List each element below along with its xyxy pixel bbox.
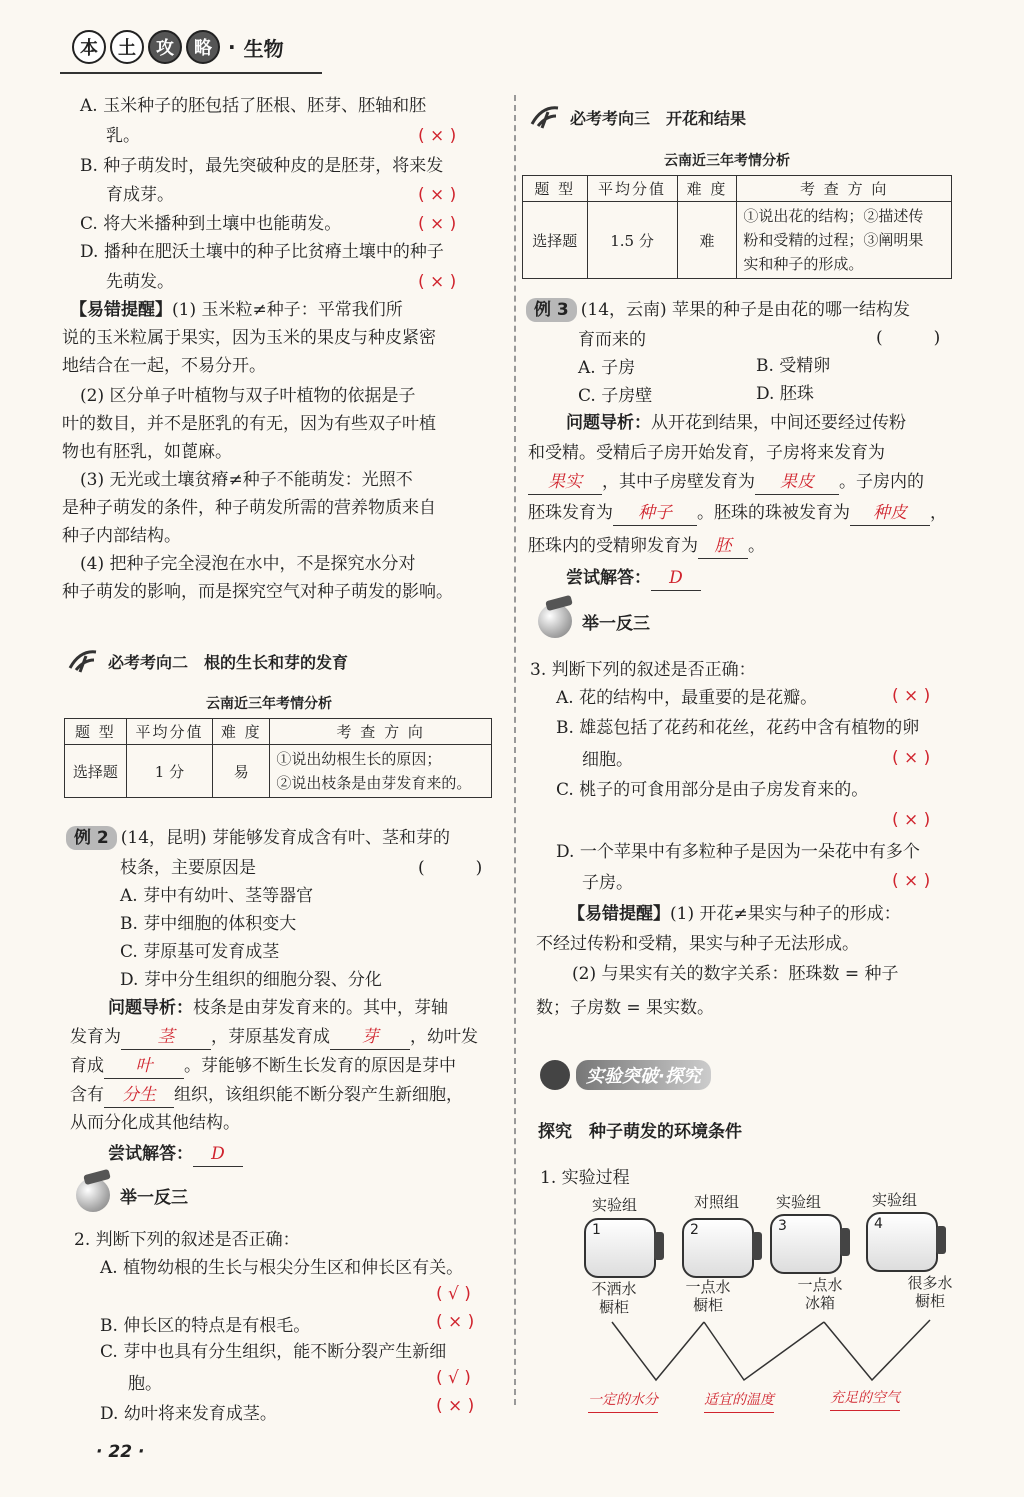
q3-b-line1: B. 雄蕊包括了花药和花丝，花药中含有植物的卵	[556, 718, 920, 738]
left-practice-title: 举一反三	[120, 1187, 188, 1208]
result-2: 适宜的温度	[704, 1388, 774, 1413]
left-practice-heading	[76, 1178, 188, 1212]
q2-d: D. 幼叶将来发育成茎。	[100, 1404, 277, 1424]
ex2-blank-3: 叶	[104, 1054, 184, 1079]
q2-c-mark: ( √ )	[436, 1368, 471, 1388]
ex2-guide-line1	[108, 996, 448, 1020]
ex3-answer-label: 尝试解答：	[566, 568, 651, 588]
q3-c-mark: ( × )	[892, 810, 931, 830]
ex2-guide-line3	[70, 1054, 456, 1079]
ex3-g4b: 。胚珠的珠被发育为	[697, 503, 850, 523]
ex2-guide-line5: 从而分化成其他结构。	[70, 1113, 240, 1133]
s3-th-dir: 考 查 方 向	[737, 176, 952, 202]
ball-icon	[76, 1178, 110, 1212]
tip-left-line8: 是种子萌发的条件，种子萌发所需的营养物质来自	[62, 498, 436, 518]
jar-2	[682, 1218, 754, 1278]
q1-d-mark: ( × )	[418, 272, 457, 292]
s2-th-score: 平均分值	[126, 719, 212, 745]
header-rule	[60, 72, 322, 74]
s3-th-diff: 难 度	[677, 176, 737, 202]
s3-th-score: 平均分值	[587, 176, 677, 202]
tip-left-l1: (1) 玉米粒≠种子：平常我们所	[172, 300, 403, 320]
ex3-g4c: ，	[930, 503, 947, 523]
ex2-g3a: 育成	[70, 1056, 104, 1076]
cond-3	[790, 1276, 850, 1312]
section2-heading	[66, 648, 348, 674]
logo-char-1: 本	[72, 30, 106, 64]
ex2-badge: 例 2	[66, 826, 117, 850]
s3-dir-2: 粉和受精的过程；③阐明果	[743, 231, 924, 249]
tip-left-line2: 说的玉米粒属于果实，因为玉米的果皮与种皮紧密	[62, 328, 436, 348]
right-practice-heading	[538, 604, 650, 638]
ex3-paren: ( )	[876, 328, 941, 348]
ex2-answer	[108, 1142, 243, 1167]
tip-left-line7: (3) 无光或土壤贫瘠≠种子不能萌发：光照不	[80, 470, 413, 490]
ex2-g4a: 含有	[70, 1085, 104, 1105]
page-number: · 22 ·	[96, 1442, 145, 1462]
tip-right-l1: (1) 开花≠果实与种子的形成：	[670, 904, 901, 924]
s3-td-dir	[737, 202, 952, 279]
runner-icon	[66, 648, 100, 674]
tip-left-line9: 种子内部结构。	[62, 526, 181, 546]
jar-2-number: 2	[690, 1222, 699, 1238]
tip-right-line3: (2) 与果实有关的数字关系：胚珠数 = 种子	[572, 964, 899, 984]
q1-c: C. 将大米播种到土壤中也能萌发。	[80, 214, 342, 234]
ex3-blank-4: 种皮	[850, 501, 930, 526]
ex3-line2: 育而来的	[578, 330, 646, 350]
experiment-title: 探究 种子萌发的环境条件	[538, 1122, 742, 1142]
ex2-blank-2: 芽	[330, 1025, 410, 1050]
ex3-g3b: 。子房内的	[839, 472, 924, 492]
tip-left-line4: (2) 区分单子叶植物与双子叶植物的依据是子	[80, 386, 416, 406]
ex3-g4a: 胚珠发育为	[528, 503, 613, 523]
logo-char-2: 土	[110, 30, 144, 64]
jar-1-number: 1	[592, 1222, 601, 1238]
ex2-l1: (14，昆明) 芽能够发育成含有叶、茎和芽的	[120, 828, 451, 848]
q1-a-mark: ( × )	[418, 126, 457, 146]
section3-table	[522, 175, 952, 279]
ex2-g2c: ，幼叶发	[410, 1027, 478, 1047]
section3-heading	[528, 104, 746, 130]
s2-dir-2: ②说出枝条是由芽发育来的。	[276, 774, 472, 792]
q3-stem: 3. 判断下列的叙述是否正确：	[530, 660, 756, 680]
ex3-opt-d: D. 胚珠	[756, 384, 814, 404]
jar-3	[770, 1214, 842, 1274]
q3-b-mark: ( × )	[892, 748, 931, 768]
jar-1	[584, 1218, 656, 1278]
s3-td-diff: 难	[677, 202, 737, 279]
s2-th-type: 题 型	[65, 719, 127, 745]
cond-2b: 橱柜	[692, 1296, 723, 1314]
ex3-l1: (14，云南) 苹果的种子是由花的哪一结构发	[580, 300, 911, 320]
ex3-blank-2: 果皮	[755, 470, 839, 495]
q2-c-line2: 胞。	[128, 1374, 162, 1394]
group-label-2: 对照组	[694, 1193, 740, 1211]
logo-char-3: 攻	[148, 30, 182, 64]
q1-b-line2: 育成芽。	[106, 185, 174, 205]
q3-b-line2: 细胞。	[582, 750, 633, 770]
ex3-g5a: 胚珠内的受精卵发育为	[528, 536, 698, 556]
ex2-answer-value: D	[193, 1142, 243, 1167]
s2-td-diff: 易	[213, 745, 270, 798]
ex3-answer	[566, 566, 701, 591]
s2-dir-1: ①说出幼根生长的原因；	[276, 750, 442, 768]
s3-dir-1: ①说出花的结构；②描述传	[743, 207, 924, 225]
tip-left-line6: 物也有胚乳，如蓖麻。	[62, 442, 232, 462]
q1-c-mark: ( × )	[418, 214, 457, 234]
ex3-guide-line1	[566, 411, 906, 435]
section2-table	[64, 718, 492, 798]
ex2-g2b: ，芽原基发育成	[211, 1027, 330, 1047]
section2-caption: 云南近三年考情分析	[206, 696, 332, 712]
ex3-answer-value: D	[651, 566, 701, 591]
s3-th-type: 题 型	[523, 176, 588, 202]
q3-d-line2: 子房。	[582, 873, 633, 893]
q1-a-line1: A. 玉米种子的胚包括了胚根、胚芽、胚轴和胚	[80, 96, 427, 116]
ex3-opt-c: C. 子房壁	[578, 386, 653, 406]
q1-d-line2: 先萌发。	[106, 272, 174, 292]
result-3: 充足的空气	[830, 1386, 900, 1411]
q2-b: B. 伸长区的特点是有根毛。	[100, 1316, 311, 1336]
s2-td-type: 选择题	[65, 745, 127, 798]
tip-right-line2: 不经过传粉和受精，果实与种子无法形成。	[536, 934, 859, 954]
ex3-badge: 例 3	[526, 298, 577, 322]
ex2-g1: 枝条是由芽发育来的。其中，芽轴	[193, 998, 448, 1018]
s2-th-dir: 考 查 方 向	[270, 719, 492, 745]
cond-1a: 不洒水	[591, 1280, 637, 1298]
cond-4a: 很多水	[907, 1274, 953, 1292]
ex3-guide-line3	[528, 470, 924, 495]
group-label-3: 实验组	[776, 1193, 822, 1211]
s3-td-score: 1.5 分	[587, 202, 677, 279]
mascot-icon	[540, 1060, 570, 1090]
connector-lines	[560, 1310, 960, 1390]
ex3-guide-line2: 和受精。受精后子房开始发育，子房将来发育为	[528, 443, 885, 463]
tip-right-line4: 数；子房数 = 果实数。	[536, 998, 715, 1018]
tip-left-line5: 叶的数目，并不是胚乳的有无，因为有些双子叶植	[62, 414, 436, 434]
experiment-banner-title: 实验突破·探究	[576, 1060, 711, 1090]
s3-dir-3: 实和种子的形成。	[743, 255, 864, 273]
ex2-answer-label: 尝试解答：	[108, 1144, 193, 1164]
logo-char-4: 略	[186, 30, 220, 64]
tip-left-line11: 种子萌发的影响，而是探究空气对种子萌发的影响。	[62, 582, 453, 602]
q2-stem: 2. 判断下列的叙述是否正确：	[74, 1230, 300, 1250]
ex2-opt-a: A. 芽中有幼叶、茎等器官	[120, 886, 314, 906]
ex3-opt-b: B. 受精卵	[756, 356, 831, 376]
column-divider	[514, 95, 516, 1405]
ex2-line1	[66, 826, 450, 850]
ex2-opt-c: C. 芽原基可发育成茎	[120, 942, 280, 962]
s3-td-type: 选择题	[523, 202, 588, 279]
ex2-opt-b: B. 芽中细胞的体积变大	[120, 914, 297, 934]
q2-a-mark: ( √ )	[436, 1284, 471, 1304]
q3-a-mark: ( × )	[892, 686, 931, 706]
tip-left-label: 【易错提醒】	[70, 300, 172, 320]
ex2-guide-label: 问题导析：	[108, 998, 193, 1018]
s2-th-diff: 难 度	[213, 719, 270, 745]
result-1: 一定的水分	[588, 1388, 658, 1413]
tip-left-line1	[70, 298, 403, 322]
experiment-step: 1. 实验过程	[540, 1168, 630, 1188]
q1-b-line1: B. 种子萌发时，最先突破种皮的是胚芽，将来发	[80, 156, 444, 176]
ex2-guide-line2	[70, 1025, 478, 1050]
ex2-opt-d: D. 芽中分生组织的细胞分裂、分化	[120, 970, 382, 990]
q1-a-line2: 乳。	[106, 126, 140, 146]
header-dot: ·	[228, 35, 236, 59]
runner-icon	[528, 104, 562, 130]
header-logo	[72, 30, 284, 64]
q2-c-line1: C. 芽中也具有分生组织，能不断分裂产生新细	[100, 1342, 447, 1362]
cond-1b: 橱柜	[598, 1298, 629, 1316]
ex2-blank-4: 分生	[104, 1083, 174, 1108]
ex3-blank-3: 种子	[613, 501, 697, 526]
cond-2a: 一点水	[685, 1278, 731, 1296]
jar-4-number: 4	[874, 1216, 883, 1232]
tip-right-line1	[568, 902, 901, 926]
q1-b-mark: ( × )	[418, 185, 457, 205]
cond-4	[900, 1274, 960, 1310]
ex3-g1: 从开花到结果，中间还要经过传粉	[651, 413, 906, 433]
group-label-4: 实验组	[872, 1191, 918, 1209]
jar-4	[866, 1212, 938, 1272]
header-subject: 生物	[243, 36, 284, 61]
q3-c: C. 桃子的可食用部分是由子房发育来的。	[556, 780, 869, 800]
ex3-blank-1: 果实	[528, 470, 602, 495]
experiment-banner	[540, 1060, 711, 1090]
cond-3a: 一点水	[797, 1276, 843, 1294]
q2-d-mark: ( × )	[436, 1396, 475, 1416]
group-label-1: 实验组	[592, 1196, 638, 1214]
jar-3-number: 3	[778, 1218, 787, 1234]
ex2-blank-1: 茎	[121, 1025, 211, 1050]
ex2-g3b: 。芽能够不断生长发育的原因是芽中	[184, 1056, 456, 1076]
section3-caption: 云南近三年考情分析	[664, 153, 790, 169]
ex2-guide-line4	[70, 1083, 463, 1108]
tip-right-label: 【易错提醒】	[568, 904, 670, 924]
ex2-line2: 枝条，主要原因是	[120, 858, 256, 878]
tip-left-line3: 地结合在一起，不易分开。	[62, 356, 266, 376]
right-practice-title: 举一反三	[582, 613, 650, 634]
q1-d-line1: D. 播种在肥沃土壤中的种子比贫瘠土壤中的种子	[80, 242, 444, 262]
ex2-paren: ( )	[418, 858, 483, 878]
tip-left-line10: (4) 把种子完全浸泡在水中，不是探究水分对	[80, 554, 416, 574]
ex3-opt-a: A. 子房	[578, 358, 636, 378]
section2-title: 必考考向二 根的生长和芽的发育	[108, 652, 349, 672]
cond-2	[678, 1278, 738, 1314]
section3-title: 必考考向三 开花和结果	[570, 108, 747, 128]
ex3-blank-5: 胚	[698, 534, 748, 559]
q3-d-line1: D. 一个苹果中有多粒种子是因为一朵花中有多个	[556, 842, 920, 862]
ex3-line1	[526, 298, 910, 322]
ex3-g3a: ，其中子房壁发育为	[602, 472, 755, 492]
q2-a: A. 植物幼根的生长与根尖分生区和伸长区有关。	[100, 1258, 464, 1278]
ex3-guide-line4	[528, 501, 947, 526]
cond-4b: 橱柜	[914, 1292, 945, 1310]
s2-td-score: 1 分	[126, 745, 212, 798]
q3-d-mark: ( × )	[892, 871, 931, 891]
q3-a: A. 花的结构中，最重要的是花瓣。	[556, 688, 818, 708]
q2-b-mark: ( × )	[436, 1312, 475, 1332]
s2-td-dir	[270, 745, 492, 798]
ex2-g4b: 组织，该组织能不断分裂产生新细胞，	[174, 1085, 463, 1105]
ex2-g2a: 发育为	[70, 1027, 121, 1047]
cond-3b: 冰箱	[804, 1294, 835, 1312]
ex3-g5b: 。	[748, 536, 765, 556]
ex3-guide-label: 问题导析：	[566, 413, 651, 433]
ball-icon	[538, 604, 572, 638]
ex3-guide-line5	[528, 534, 765, 559]
